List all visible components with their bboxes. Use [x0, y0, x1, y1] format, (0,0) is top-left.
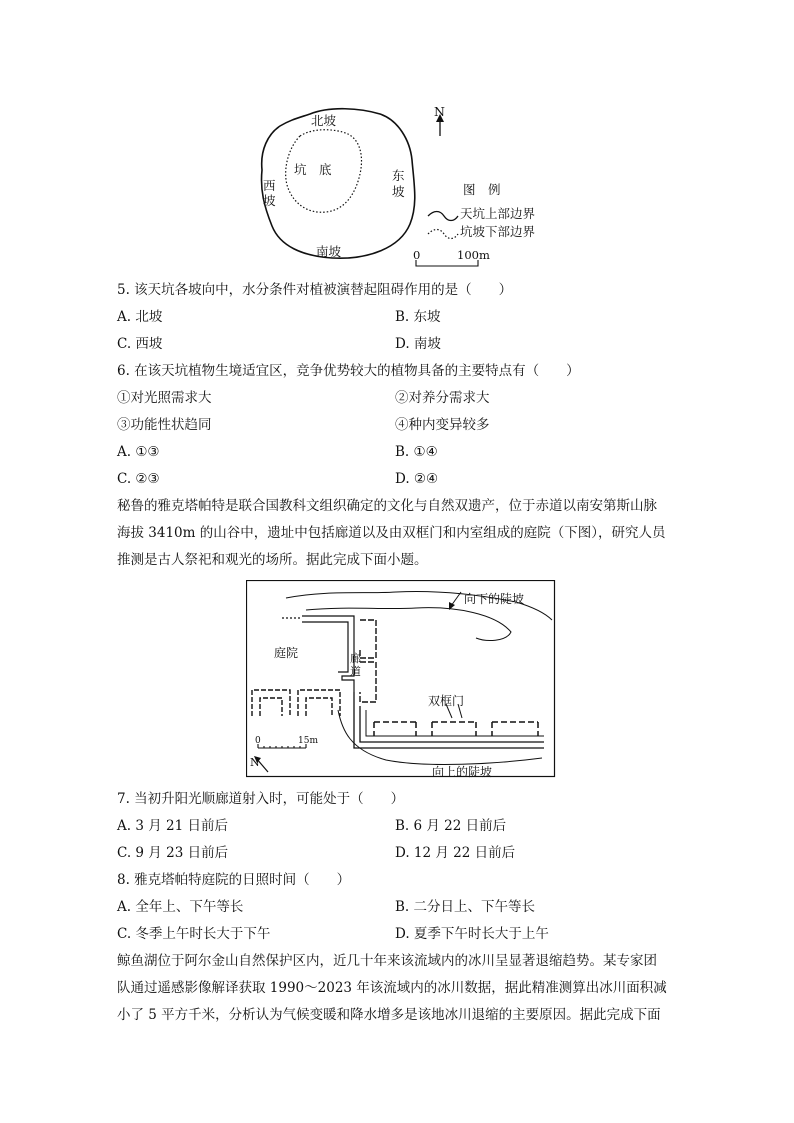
door-room-3	[492, 722, 538, 736]
site-scale-end-label: 15m	[298, 736, 318, 746]
corridor-label-2: 道	[350, 665, 361, 678]
legend-upper-boundary-symbol	[428, 212, 458, 221]
q6-option-c[interactable]: C. ②③	[117, 471, 160, 487]
q5-option-c[interactable]: C. 西坡	[117, 336, 163, 352]
q6-statement-4: ④种内变异较多	[395, 417, 490, 433]
pit-bottom-label: 坑 底	[294, 162, 332, 177]
q8-option-b[interactable]: B. 二分日上、下午等长	[395, 899, 536, 915]
corridor-wall-inner	[302, 622, 348, 672]
passage2-line-1: 秘鲁的雅克塔帕特是联合国教科文组织确定的文化与自然双遗产，位于赤道以南安第斯山脉	[117, 498, 657, 514]
legend-upper-boundary-label: 天坑上部边界	[460, 206, 536, 221]
door-room-2	[432, 722, 476, 736]
legend-lower-boundary-label: 坑坡下部边界	[460, 224, 536, 239]
corridor-wall-outer	[302, 616, 354, 692]
down-slope-curve-lower	[306, 608, 511, 641]
courtyard-label: 庭院	[274, 646, 299, 660]
legend-lower-boundary-symbol	[428, 230, 458, 239]
q7-option-a[interactable]: A. 3 月 21 日前后	[117, 818, 228, 834]
site-scale-zero-label: 0	[255, 736, 261, 746]
courtyard-room-1	[252, 690, 290, 716]
q6-statement-3: ③功能性状趋同	[117, 417, 212, 433]
q6-statement-2: ②对养分需求大	[395, 390, 490, 406]
up-slope-curve	[338, 710, 542, 764]
q8-stem: 8. 雅克塔帕特庭院的日照时间（ ）	[117, 872, 351, 888]
site-plan-figure	[246, 580, 556, 778]
corridor-room-2	[360, 662, 376, 702]
scale-zero-label: 0	[413, 248, 421, 262]
passage3-line-1: 鲸鱼湖位于阿尔金山自然保护区内，近几十年来该流域内的冰川呈显著退缩趋势。某专家团	[117, 953, 657, 969]
q6-option-d[interactable]: D. ②④	[395, 471, 439, 487]
q7-option-d[interactable]: D. 12 月 22 日前后	[395, 845, 516, 861]
q7-option-c[interactable]: C. 9 月 23 日前后	[117, 845, 229, 861]
south-slope-label: 南坡	[316, 244, 342, 259]
q7-option-b[interactable]: B. 6 月 22 日前后	[395, 818, 507, 834]
passage3-line-2: 队通过遥感影像解译获取 1990～2023 年该流域内的冰川数据，据此精准测算出冰川面积减	[117, 980, 667, 996]
north-slope-label: 北坡	[311, 113, 337, 128]
q6-option-b[interactable]: B. ①④	[395, 444, 438, 460]
q6-statement-1: ①对光照需求大	[117, 390, 212, 406]
long-corridor-inner2	[366, 710, 544, 736]
sinkhole-map-figure	[250, 100, 550, 270]
q5-option-b[interactable]: B. 东坡	[395, 309, 441, 325]
long-corridor-inner	[360, 706, 544, 742]
west-slope-label-1: 西	[263, 178, 276, 193]
double-door-label: 双框门	[428, 694, 465, 708]
q7-stem: 7. 当初升阳光顺廊道射入时，可能处于（ ）	[117, 791, 405, 807]
north-label: N	[434, 104, 445, 119]
q8-option-d[interactable]: D. 夏季下午时长大于上午	[395, 926, 549, 942]
legend-title: 图 例	[463, 182, 501, 197]
west-slope-label-2: 坡	[263, 193, 276, 208]
passage3-line-3: 小了 5 平方千米，分析认为气候变暖和降水增多是该地冰川退缩的主要原因。据此完成下面	[117, 1007, 661, 1023]
q8-option-a[interactable]: A. 全年上、下午等长	[117, 899, 244, 915]
passage2-line-2: 海拔 3410m 的山谷中，遗址中包括廊道以及由双框门和内室组成的庭院（下图），研究人员	[117, 525, 666, 541]
down-slope-label: 向下的陡坡	[464, 592, 525, 606]
east-slope-label-2: 坡	[392, 184, 405, 199]
q5-stem: 5. 该天坑各坡向中，水分条件对植被演替起阻碍作用的是（ ）	[117, 282, 513, 298]
site-plan-drawing	[246, 580, 556, 778]
q8-option-c[interactable]: C. 冬季上午时长大于下午	[117, 926, 271, 942]
site-plan-frame	[247, 581, 555, 777]
q5-option-d[interactable]: D. 南坡	[395, 336, 441, 352]
east-slope-label-1: 东	[392, 168, 405, 183]
corridor-label-1: 廊	[350, 652, 361, 665]
corridor-room-1	[360, 620, 376, 658]
passage2-line-3: 推测是古人祭祀和观光的场所。据此完成下面小题。	[117, 552, 428, 568]
up-slope-label: 向上的陡坡	[432, 765, 493, 779]
q5-option-a[interactable]: A. 北坡	[117, 309, 163, 325]
scale-end-label: 100m	[457, 248, 490, 262]
q6-stem: 6. 在该天坑植物生境适宜区，竞争优势较大的植物具备的主要特点有（ ）	[117, 363, 580, 379]
door-room-1	[374, 722, 416, 736]
courtyard-room-2	[298, 690, 340, 716]
site-north-label: N	[250, 756, 260, 769]
q6-option-a[interactable]: A. ①③	[117, 444, 160, 460]
